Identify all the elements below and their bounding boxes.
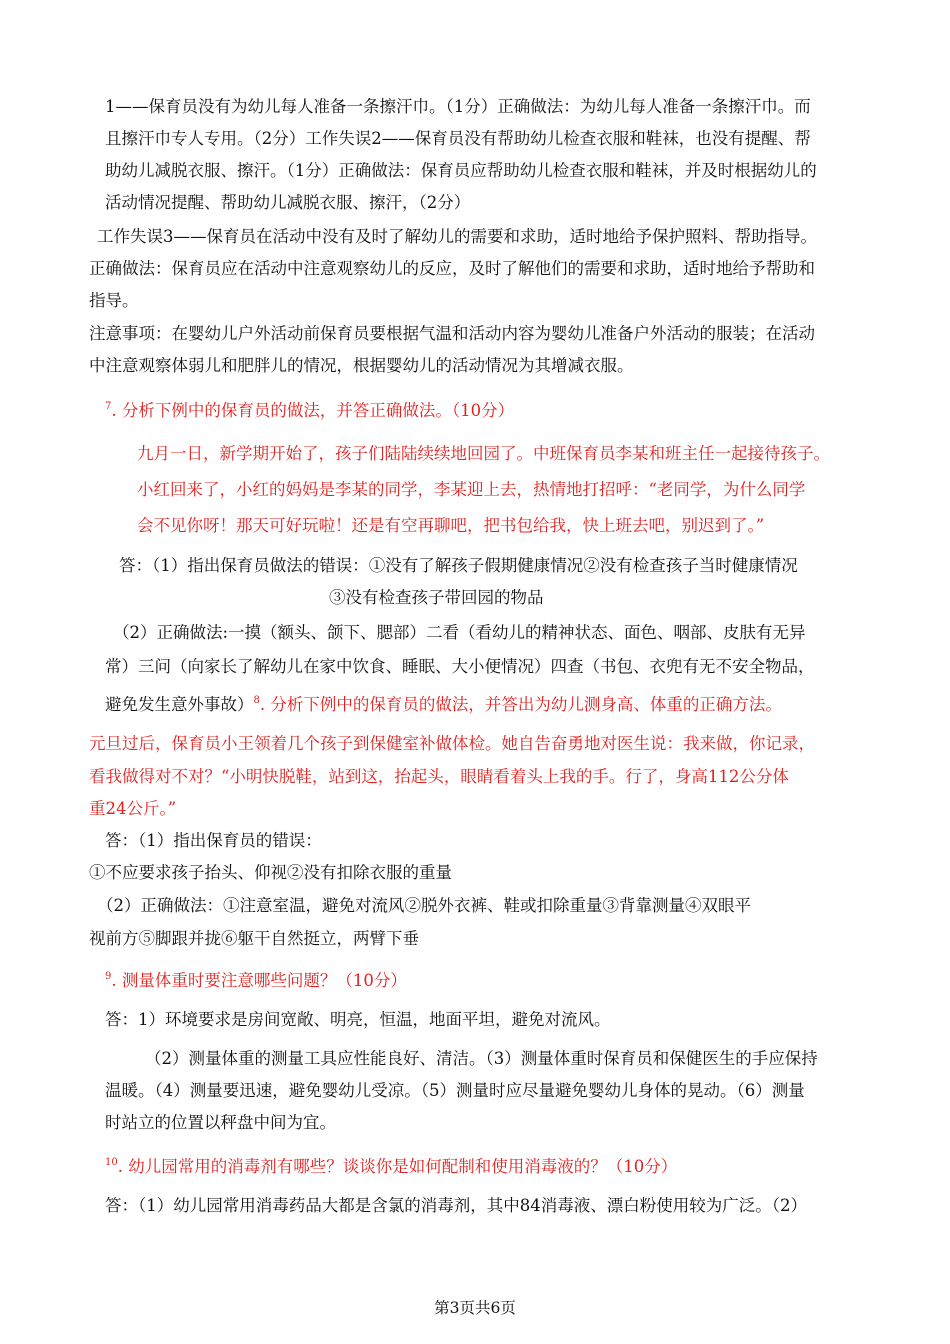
- question-number: 10: [105, 1157, 118, 1168]
- question-8-title: [254, 695, 782, 714]
- para2-line: 正确做法：保育员应在活动中注意观察幼儿的反应，及时了解他们的需要和求助，适时地给予帮助和: [89, 259, 815, 278]
- question-10-title: [105, 1152, 677, 1178]
- answer-line: 答：（1）指出保育员的错误：: [105, 831, 322, 850]
- question-text: . 幼儿园常用的消毒剂有哪些？谈谈你是如何配制和使用消毒液的？（10分）: [117, 1157, 678, 1176]
- case-line: 九月一日，新学期开始了，孩子们陆陆续续地回园了。中班保育员李某和班主任一起接待孩子。: [137, 444, 830, 463]
- answer-line: 时站立的位置以秤盘中间为宜。: [105, 1113, 336, 1132]
- answer-line: （2）测量体重的测量工具应性能良好、清洁。（3）测量体重时保育员和保健医生的手应保持: [145, 1049, 818, 1068]
- answer-line: ①不应要求孩子抬头、仰视②没有扣除衣服的重量: [89, 863, 452, 882]
- para1-line: 助幼儿减脱衣服、擦汗。（1分）正确做法：保育员应帮助幼儿检查衣服和鞋袜，并及时根据幼儿的: [105, 161, 817, 180]
- para1-line: 1——保育员没有为幼儿每人准备一条擦汗巾。（1分）正确做法：为幼儿每人准备一条擦汗巾。而: [105, 97, 811, 116]
- note-line: 注意事项：在婴幼儿户外活动前保育员要根据气温和活动内容为婴幼儿准备户外活动的服装；在活动: [89, 324, 815, 343]
- case-line: 会不见你呀！那天可好玩啦！还是有空再聊吧，把书包给我，快上班去吧，别迟到了。”: [137, 516, 765, 535]
- para1-line: 活动情况提醒、帮助幼儿减脱衣服、擦汗，（2分）: [105, 193, 471, 212]
- para2-line: 工作失误3——保育员在活动中没有及时了解幼儿的需要和求助，适时地给予保护照料、帮助指导。: [97, 227, 817, 246]
- case-line: 重24公斤。”: [89, 799, 177, 818]
- question-text: . 测量体重时要注意哪些问题？（10分）: [111, 971, 407, 990]
- question-number: 7: [105, 401, 112, 412]
- answer-line: 常）三问（向家长了解幼儿在家中饮食、睡眠、大小便情况）四查（书包、衣兜有无不安全物品，: [105, 657, 815, 676]
- answer-line: 视前方⑤脚跟并拢⑥躯干自然挺立，两臂下垂: [89, 929, 419, 948]
- answer-line: ③没有检查孩子带回园的物品: [329, 588, 544, 607]
- answer-line: （2）正确做法：①注意室温，避免对流风②脱外衣裤、鞋或扣除重量③背靠测量④双眼平: [97, 896, 751, 915]
- note-line: 中注意观察体弱儿和肥胖儿的情况，根据婴幼儿的活动情况为其增减衣服。: [89, 356, 634, 375]
- answer-text: 避免发生意外事故）: [105, 695, 254, 714]
- para1-line: 且擦汗巾专人专用。（2分）工作失误2——保育员没有帮助幼儿检查衣服和鞋袜，也没有提醒、帮: [105, 129, 811, 148]
- para2-line: 指导。: [89, 291, 139, 310]
- case-line: 元旦过后，保育员小王领着几个孩子到保健室补做体检。她自告奋勇地对医生说：我来做，你记录，: [89, 734, 815, 753]
- answer-line: 答：1）环境要求是房间宽敞、明亮，恒温，地面平坦，避免对流风。: [105, 1010, 611, 1029]
- question-number: 9: [105, 971, 112, 982]
- question-9-title: [105, 966, 407, 992]
- answer-line: 答：（1）指出保育员做法的错误：①没有了解孩子假期健康情况②没有检查孩子当时健康情况: [119, 556, 798, 575]
- question-number: 8: [253, 695, 260, 706]
- page-footer: 第3页共6页: [434, 1299, 516, 1317]
- question-text: . 分析下例中的保育员的做法，并答出为幼儿测身高、体重的正确方法。: [259, 695, 782, 714]
- answer-line: 温暖。（4）测量要迅速，避免婴幼儿受凉。（5）测量时应尽量避免婴幼儿身体的晃动。（6）测量: [105, 1081, 805, 1100]
- case-line: 小红回来了，小红的妈妈是李某的同学，李某迎上去，热情地打招呼：“老同学，为什么同学: [137, 480, 806, 499]
- question-text: . 分析下例中的保育员的做法，并答正确做法。（10分）: [111, 401, 515, 420]
- answer-line: 答：（1）幼儿园常用消毒药品大都是含氯的消毒剂，其中84消毒液、漂白粉使用较为广泛。（2）: [105, 1196, 807, 1215]
- question-7-title: [105, 396, 514, 422]
- answer-line-with-question: [105, 690, 782, 716]
- case-line: 看我做得对不对？“小明快脱鞋，站到这，抬起头，眼睛看着头上我的手。行了，身高112公分体: [89, 767, 789, 786]
- answer-line: （2）正确做法:一摸（额头、颌下、腮部）二看（看幼儿的精神状态、面色、咽部、皮肤有无异: [113, 623, 806, 642]
